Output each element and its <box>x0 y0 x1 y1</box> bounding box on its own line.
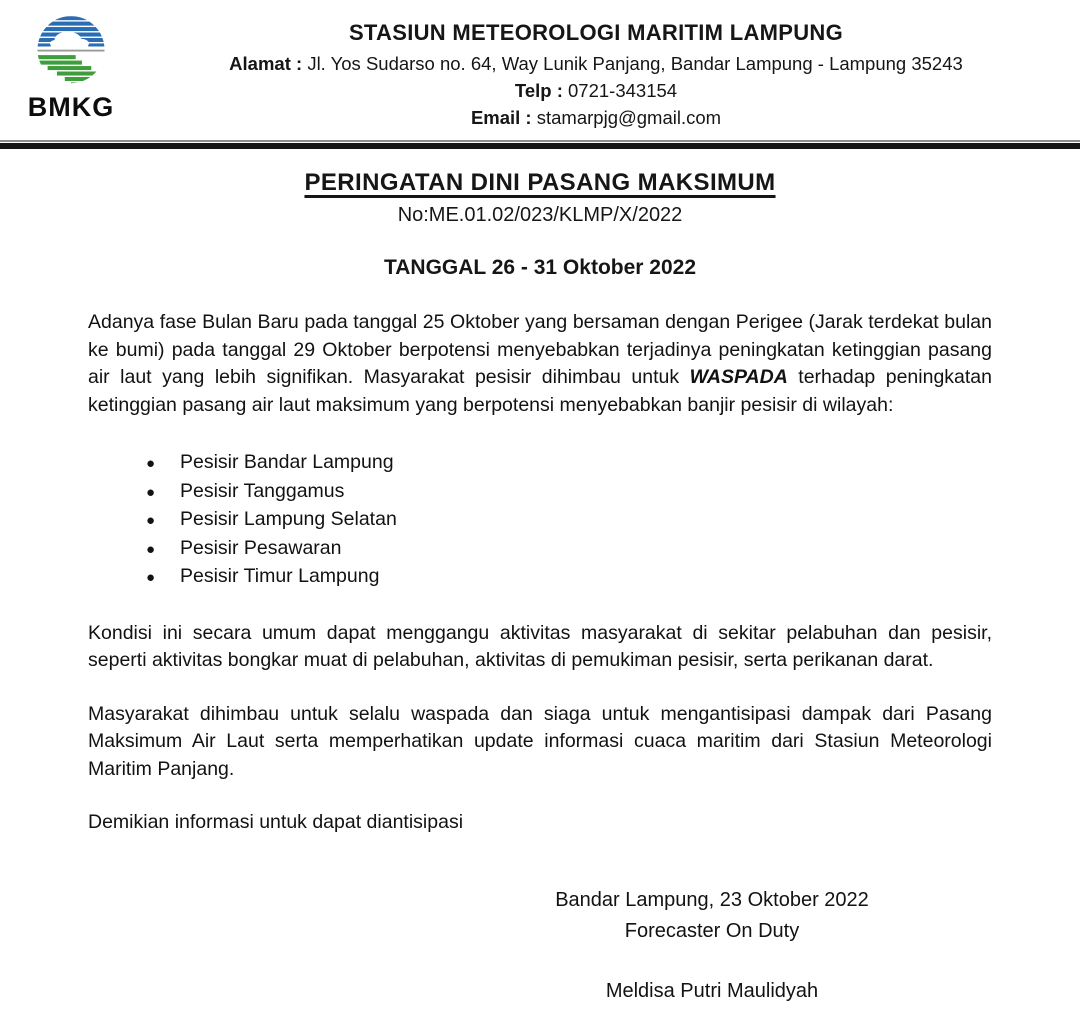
coastal-area-label: Pesisir Lampung Selatan <box>180 508 397 530</box>
document-title: PERINGATAN DINI PASANG MAKSIMUM <box>304 169 776 196</box>
coastal-area-list <box>88 449 992 592</box>
signature-block <box>532 889 892 1003</box>
coastal-area-label: Pesisir Bandar Lampung <box>180 451 394 473</box>
letterhead-divider-thick <box>0 143 1080 149</box>
phone-value: 0721-343154 <box>568 80 678 101</box>
email-value: stamarpjg@gmail.com <box>536 107 722 128</box>
signature-name: Meldisa Putri Maulidyah <box>605 979 819 1002</box>
paragraph-intro-part2: terhadap peningkatan ketinggian pasang air laut maksimum yang berpotensi menyebabkan banjir pesisir di wilayah: <box>88 366 992 416</box>
bullet-icon: ● <box>146 569 156 586</box>
address-value: Jl. Yos Sudarso no. 64, Way Lunik Panjang, Bandar Lampung - Lampung 35243 <box>307 53 963 74</box>
title-block <box>88 169 992 280</box>
bullet-icon: ● <box>146 512 156 529</box>
list-item <box>146 535 992 564</box>
bullet-icon: ● <box>146 540 156 558</box>
station-name: STASIUN METEOROLOGI MARITIM LAMPUNG <box>348 20 844 45</box>
phone-line <box>150 80 1042 102</box>
paragraph-intro <box>88 309 992 419</box>
list-item <box>146 563 992 592</box>
email-label: Email : <box>470 107 532 128</box>
bullet-icon: ● <box>146 455 156 472</box>
signature-place-date: Bandar Lampung, 23 Oktober 2022 <box>555 888 869 911</box>
waspada-emphasis: WASPADA <box>689 366 788 388</box>
list-item <box>146 506 992 535</box>
paragraph-impact: Kondisi ini secara umum dapat menggangu aktivitas masyarakat di sekitar pelabuhan dan pesisir, seperti aktivitas bongkar muat di pelabuhan, aktivitas di pemukiman pesisir, serta perikanan darat. <box>88 621 992 671</box>
bmkg-logo <box>0 12 150 123</box>
email-line <box>150 107 1042 129</box>
document-date-range: TANGGAL 26 - 31 Oktober 2022 <box>384 256 696 279</box>
list-item <box>146 478 992 507</box>
bmkg-logo-label: BMKG <box>27 92 115 122</box>
letterhead <box>0 0 1080 134</box>
phone-label: Telp : <box>514 80 563 101</box>
list-item <box>146 449 992 478</box>
coastal-area-label: Pesisir Pesawaran <box>180 536 342 559</box>
address-line <box>150 53 1042 75</box>
paragraph-advice: Masyarakat dihimbau untuk selalu waspada dan siaga untuk mengantisipasi dampak dari Pasang Maksimum Air Laut serta memperhatikan update informasi cuaca maritim dari Stasiun Meteorologi Maritim Panjang. <box>88 702 992 780</box>
paragraph-intro-part1: Adanya fase Bulan Baru pada tanggal 25 Oktober yang bersaman dengan Perigee (Jarak terdekat bulan ke bumi) pada tanggal 29 Oktober berpotensi menyebabkan terjadinya peningkatan ketinggian pasang air laut yang lebih signifikan. Masyarakat pesisir dihimbau untuk <box>88 311 992 388</box>
signature-role: Forecaster On Duty <box>624 919 800 942</box>
coastal-area-label: Pesisir Tanggamus <box>180 479 345 502</box>
address-label: Alamat : <box>229 53 303 74</box>
coastal-area-label: Pesisir Timur Lampung <box>180 565 380 587</box>
letter-body <box>0 169 1080 1003</box>
document-number: No:ME.01.02/023/KLMP/X/2022 <box>397 204 683 226</box>
bmkg-logo-icon <box>32 12 110 92</box>
closing-line: Demikian informasi untuk dapat diantisipasi <box>88 811 464 833</box>
letterhead-divider-thin <box>0 140 1080 142</box>
bullet-icon: ● <box>146 483 156 501</box>
letterhead-text <box>150 12 1080 134</box>
